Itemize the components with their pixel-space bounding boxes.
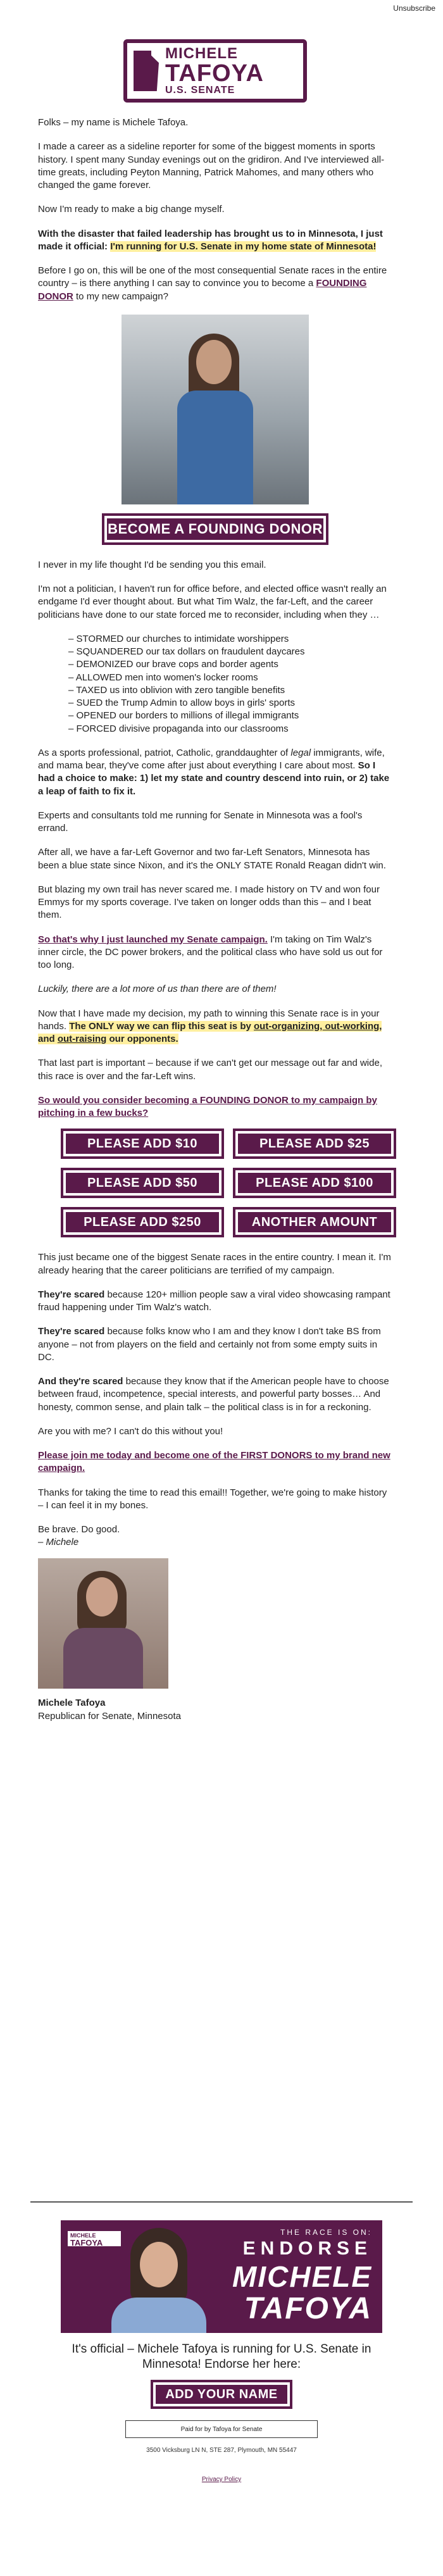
- scared-2-lead: They're scared: [38, 1326, 105, 1337]
- intro-paragraph: Folks – my name is Michele Tafoya.: [38, 117, 189, 128]
- grievance-list: [68, 633, 392, 735]
- banner-last-name: TAFOYA: [244, 2292, 372, 2325]
- path-highlight: [38, 1021, 382, 1044]
- announcement-paragraph: [38, 228, 392, 254]
- blue-state-paragraph: After all, we have a far-Left Governor and two far-Left Senators, Minnesota has been a blue state since Nixon, and it's the ONLY STATE Ronald Reagan didn't win.: [38, 847, 386, 871]
- mini-line-2: TAFOYA: [70, 2238, 103, 2248]
- endorse-banner[interactable]: [61, 2220, 382, 2333]
- scared-3-text: because they know that if the American people have to choose between fraud, incompetence, special interests, and powerful party bosses… And honesty, common sense, and plain talk – the political class is in for a reckoning.: [38, 1376, 389, 1413]
- signature-photo: [38, 1558, 168, 1689]
- sign-off: [38, 1523, 392, 1549]
- banner-race-text: THE RACE IS ON:: [280, 2228, 372, 2237]
- banner-first-name: MICHELE: [232, 2260, 372, 2293]
- scared-1-text: because 120+ million people saw a viral video showcasing rampant fraud happening under Tim Walz's watch.: [38, 1289, 390, 1313]
- mailing-address: 3500 Vicksburg LN N, STE 287, Plymouth, MN 55447: [146, 2447, 297, 2454]
- list-item: – TAXED us into oblivion with zero tangible benefits: [68, 684, 392, 697]
- logo-last-name: TAFOYA: [165, 60, 264, 87]
- pitch-in-paragraph: [38, 1094, 392, 1120]
- choice-middle: immigrants, wife, and mama bear, they've come after just about everything I care about most.: [38, 747, 385, 771]
- never-thought-paragraph: I never in my life thought I'd be sending you this email.: [38, 559, 266, 570]
- change-paragraph: Now I'm ready to make a big change myself.: [38, 204, 225, 215]
- unsubscribe-link[interactable]: Unsubscribe: [393, 4, 435, 13]
- mini-line-1: MICHELE: [70, 2232, 96, 2239]
- email-body: [38, 32, 392, 1722]
- choice-paragraph: [38, 747, 392, 798]
- path-hl-2: out-organizing, out-working,: [254, 1020, 382, 1032]
- path-hl-1: The ONLY way we can flip this seat is by: [69, 1020, 254, 1032]
- paid-for-disclaimer: Paid for by Tafoya for Senate: [125, 2420, 318, 2438]
- path-hl-4: out-raising: [57, 1034, 107, 1044]
- list-item: – SUED the Trump Admin to allow boys in girls' sports: [68, 697, 392, 710]
- message-paragraph: That last part is important – because if we can't get our message out far and wide, this race is over and the far-Left wins.: [38, 1058, 382, 1082]
- logo-text: [165, 46, 264, 96]
- donation-button-grid: [63, 1131, 392, 1235]
- choice-bold: So I had a choice to make: 1) let my state and country descend into ruin, or 2) take a leap of faith to fix it.: [38, 760, 390, 797]
- donate-other-amount-button[interactable]: ANOTHER AMOUNT: [235, 1210, 394, 1235]
- path-paragraph: [38, 1008, 392, 1046]
- launch-tail: I'm taking on Tim Walz's inner circle, the DC power brokers, and the political class who have sold us out for too long.: [38, 934, 383, 970]
- logo-office: U.S. SENATE: [165, 85, 235, 96]
- scared-1-lead: They're scared: [38, 1289, 105, 1300]
- choice-lead: As a sports professional, patriot, Catholic, granddaughter of: [38, 747, 291, 758]
- thanks-paragraph: Thanks for taking the time to read this email!! Together, we're going to make history – I can feel it in my bones.: [38, 1487, 387, 1511]
- path-hl-5: our opponents.: [106, 1034, 178, 1044]
- campaign-logo: [123, 39, 307, 103]
- scared-3-paragraph: [38, 1375, 392, 1414]
- face: [140, 2242, 178, 2287]
- path-lead: Now that I have made my decision, my path to winning this Senate race is in your hands.: [38, 1008, 380, 1032]
- career-paragraph: I made a career as a sideline reporter for some of the biggest moments in sports history. I spent many Sunday evenings out on the gridiron. And I've interviewed all-time greats, including Peyton Manning, Patrick Mahomes, and many others who changed the game forever.: [38, 141, 385, 191]
- list-item: – ALLOWED men into women's locker rooms: [68, 672, 392, 684]
- donate-25-button[interactable]: PLEASE ADD $25: [235, 1131, 394, 1156]
- shirt: [111, 2298, 206, 2333]
- list-item: – OPENED our borders to millions of illegal immigrants: [68, 710, 392, 722]
- official-endorse-text: It's official – Michele Tafoya is running for U.S. Senate in Minnesota! Endorse her here:: [72, 2342, 371, 2371]
- list-item: – SQUANDERED our tax dollars on fraudulent daycares: [68, 646, 392, 658]
- announcement-lead: With the disaster that failed leadership has brought us to in Minnesota, I just made it official:: [38, 228, 383, 252]
- scared-2-text: because folks know who I am and they know I don't take BS from anyone – not from players on the field and certainly not from some empty suits in DC.: [38, 1326, 381, 1363]
- donate-100-button[interactable]: PLEASE ADD $100: [235, 1170, 394, 1196]
- founding-ask-tail: to my new campaign?: [73, 291, 168, 302]
- list-item: – DEMONIZED our brave cops and border agents: [68, 658, 392, 671]
- privacy-policy-link[interactable]: Privacy Policy: [201, 2476, 242, 2483]
- head: [196, 340, 232, 384]
- donate-10-button[interactable]: PLEASE ADD $10: [63, 1131, 222, 1156]
- banner-endorse-text: ENDORSE: [242, 2238, 372, 2259]
- choice-italic: legal: [290, 747, 311, 758]
- biggest-race-paragraph: This just became one of the biggest Senate races in the entire country. I mean it. I'm already hearing that the career politicians are terrified of my campaign.: [38, 1252, 391, 1276]
- experts-paragraph: Experts and consultants told me running for Senate in Minnesota was a fool's errand.: [38, 810, 363, 834]
- trail-paragraph: But blazing my own trail has never scared me. I made history on TV and won four Emmys for my sports coverage. I've taken on longer odds than this – and I beat them.: [38, 884, 380, 921]
- luckily-paragraph: [38, 983, 392, 996]
- footer-divider: [30, 2201, 413, 2203]
- sweater: [63, 1628, 143, 1689]
- founding-ask-paragraph: [38, 265, 392, 303]
- pitch-in-link[interactable]: So would you consider becoming a FOUNDING DONOR to my campaign by pitching in a few bucks?: [38, 1094, 377, 1118]
- logo-first-name: MICHELE: [165, 45, 238, 62]
- scared-1-paragraph: [38, 1289, 392, 1315]
- founding-donor-link[interactable]: FOUNDING DONOR: [38, 278, 367, 302]
- become-founding-donor-button[interactable]: BECOME A FOUNDING DONOR: [104, 516, 326, 542]
- signature-title: Republican for Senate, Minnesota: [38, 1710, 181, 1722]
- not-politician-paragraph: I'm not a politician, I haven't run for office before, and elected office wasn't really an endgame I'd ever thought about. But what Tim Walz, the far-Left, and the career politicians have done to our state forced me to reconsider, including when they …: [38, 584, 387, 620]
- sign-off-name: – Michele: [38, 1537, 79, 1548]
- luckily-text: Luckily, there are a lot more of us than there are of them!: [38, 984, 277, 995]
- candidate-photo[interactable]: [122, 315, 309, 504]
- path-hl-3: and: [38, 1034, 58, 1044]
- minnesota-shape-icon: [134, 51, 159, 91]
- sign-off-text: Be brave. Do good.: [38, 1524, 120, 1535]
- signature-name: Michele Tafoya: [38, 1697, 106, 1708]
- with-me-paragraph: Are you with me? I can't do this without you!: [38, 1425, 223, 1437]
- donate-250-button[interactable]: PLEASE ADD $250: [63, 1210, 222, 1235]
- announcement-highlight: I'm running for U.S. Senate in my home state of Minnesota!: [110, 241, 377, 252]
- launch-paragraph: [38, 934, 392, 972]
- add-your-name-button[interactable]: ADD YOUR NAME: [153, 2382, 290, 2406]
- list-item: – STORMED our churches to intimidate worshippers: [68, 633, 392, 646]
- first-donors-link[interactable]: Please join me today and become one of the FIRST DONORS to my brand new campaign.: [38, 1450, 390, 1474]
- head: [86, 1577, 118, 1616]
- first-donors-paragraph: [38, 1449, 392, 1475]
- candidate-figure: [177, 340, 253, 504]
- scared-2-paragraph: [38, 1325, 392, 1364]
- scared-3-lead: And they're scared: [38, 1376, 123, 1387]
- donate-50-button[interactable]: PLEASE ADD $50: [63, 1170, 222, 1196]
- banner-candidate-figure: [111, 2228, 206, 2333]
- shirt: [177, 391, 253, 504]
- list-item: – FORCED divisive propaganda into our classrooms: [68, 723, 392, 735]
- launched-campaign-link[interactable]: So that's why I just launched my Senate campaign.: [38, 934, 268, 945]
- founding-ask-lead: Before I go on, this will be one of the most consequential Senate races in the entire country – is there anything I can say to convince you to become a: [38, 265, 387, 289]
